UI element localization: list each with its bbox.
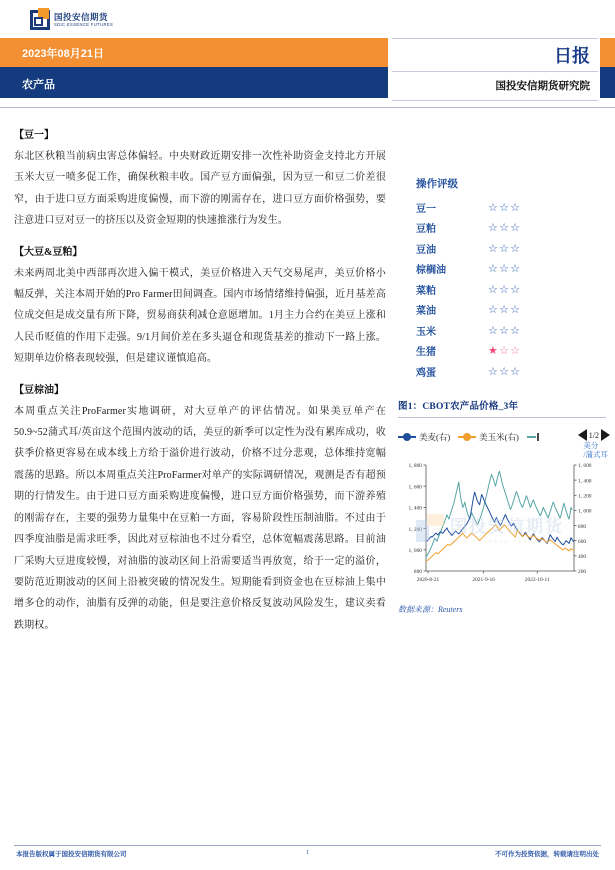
institute-name: 国投安信期货研究院 xyxy=(495,80,590,92)
svg-text:400: 400 xyxy=(578,554,587,561)
svg-text:2022-10-11: 2022-10-11 xyxy=(524,577,550,583)
rating-stars: ☆☆☆ xyxy=(488,263,522,276)
rating-stars: ☆☆☆ xyxy=(488,365,522,378)
footer-divider xyxy=(14,845,601,846)
rating-row xyxy=(416,238,608,259)
legend-item-corn[interactable] xyxy=(458,431,519,443)
rating-stars: ★☆☆ xyxy=(488,345,522,358)
rating-name: 鸡蛋 xyxy=(416,367,436,379)
rating-stars: ☆☆☆ xyxy=(488,283,522,296)
rating-name: 豆油 xyxy=(416,244,436,256)
section-paragraph: 东北区秋粮当前病虫害总体偏轻。中央财政近期安排一次性补助资金支持北方开展玉米大豆一喷多促工作，确保秋粮丰收。国产豆方面偏强，因为豆一和豆二价差很窄，由于进口豆方面采购进度偏慢，而下游的刚需存在，进口豆方面价格强势，要注意进口豆对豆一的挤压以及资金短期的快速推涨行为发生。 xyxy=(14,151,386,227)
report-type: 日报 xyxy=(554,46,590,66)
svg-text:800: 800 xyxy=(578,523,587,530)
svg-text:1, 400: 1, 400 xyxy=(408,505,422,512)
legend-swatch-icon xyxy=(398,433,416,441)
rating-name: 菜粕 xyxy=(416,285,436,297)
rating-row xyxy=(416,259,608,280)
chart-plot-area xyxy=(398,461,610,593)
svg-text:2020-8-21: 2020-8-21 xyxy=(416,577,440,583)
section-block xyxy=(14,243,386,370)
chart-unit-label: 美分 /蒲式耳 xyxy=(583,441,608,459)
chart-title-divider xyxy=(398,417,606,418)
section-block xyxy=(14,381,386,636)
rating-row xyxy=(416,300,608,321)
header-divider xyxy=(0,107,615,108)
svg-text:1, 800: 1, 800 xyxy=(408,463,422,470)
ratings-title: 操作评级 xyxy=(416,179,458,190)
rating-name: 玉米 xyxy=(416,326,436,338)
svg-text:2021-9-16: 2021-9-16 xyxy=(472,577,495,583)
watermark-text-en: SDIC ESSENCE FUTURES xyxy=(450,539,551,544)
svg-text:1, 000: 1, 000 xyxy=(408,548,422,554)
logo-mark-icon xyxy=(30,10,50,30)
section-heading: 【豆一】 xyxy=(14,130,54,141)
rating-row xyxy=(416,279,608,300)
rating-row xyxy=(416,320,608,341)
svg-text:800: 800 xyxy=(413,569,422,576)
svg-text:1, 200: 1, 200 xyxy=(578,493,592,500)
footer-disclaimer: 不可作为投资依据，转载请注明出处 xyxy=(495,851,599,858)
category-band xyxy=(0,67,388,98)
ratings-list xyxy=(398,197,608,382)
logo-bar xyxy=(0,0,615,38)
rating-row xyxy=(416,218,608,239)
legend-item-wheat[interactable] xyxy=(398,431,450,443)
report-category: 农产品 xyxy=(22,79,55,91)
rating-name: 棕榈油 xyxy=(416,265,446,277)
rating-row xyxy=(416,341,608,362)
rating-stars: ☆☆☆ xyxy=(488,304,522,317)
legend-label: 美玉米(右) xyxy=(479,432,519,442)
rating-row xyxy=(416,197,608,218)
rating-row xyxy=(416,361,608,382)
rating-stars: ☆☆☆ xyxy=(488,201,522,214)
rating-name: 豆粕 xyxy=(416,224,436,236)
ratings-panel xyxy=(398,176,608,382)
pager-next-icon[interactable] xyxy=(601,429,610,441)
legend-item-soybean-clipped[interactable] xyxy=(527,433,541,441)
section-block xyxy=(14,126,386,232)
pager-label: 1/2 xyxy=(588,430,599,440)
date-band-right-cap xyxy=(600,38,615,67)
svg-text:1, 400: 1, 400 xyxy=(578,478,592,485)
svg-text:1, 200: 1, 200 xyxy=(408,526,422,533)
rating-name: 菜油 xyxy=(416,306,436,318)
footer-page-number: 1 xyxy=(305,849,310,856)
pager-prev-icon[interactable] xyxy=(578,429,587,441)
article-body xyxy=(14,126,386,647)
legend-label: 美麦(右) xyxy=(419,432,451,442)
watermark-text-cn: 国投安信期货 xyxy=(450,517,564,536)
legend-swatch-icon xyxy=(458,433,476,441)
footer-copyright: 本报告版权属于国投安信期货有限公司 xyxy=(16,851,127,858)
svg-text:200: 200 xyxy=(578,569,587,576)
section-heading: 【豆棕油】 xyxy=(14,384,64,396)
section-heading: 【大豆&豆粕】 xyxy=(14,246,83,258)
chart-card xyxy=(398,398,610,615)
svg-text:1, 000: 1, 000 xyxy=(578,508,592,515)
chart-title: 图1：CBOT农产品价格_3年 xyxy=(398,402,519,412)
svg-text:1, 600: 1, 600 xyxy=(578,463,592,470)
rating-name: 豆一 xyxy=(416,203,436,215)
chart-source: 数据来源：Reuters xyxy=(398,605,463,614)
logo-name-cn: 国投安信期货 xyxy=(54,11,109,22)
section-paragraph: 未来两周北美中西部再次进入偏干模式，美豆价格进入天气交易尾声，美豆价格小幅反弹，关注本周开始的Pro Farmer田间调查。国内市场情绪维持偏强，近月基差高位成交但是成交量有所下降，贸易商获利减仓意愿增加。1月主力合约在美豆上涨和人民币贬值的作用下走强。9/1月间价差在多头逼仓和现货基差的推动下一路上涨。短期单边价格表现较强，但是建议谨慎追高。 xyxy=(14,267,386,365)
chart-pager[interactable] xyxy=(578,429,610,441)
svg-text:600: 600 xyxy=(578,538,587,545)
chart-legend xyxy=(398,429,610,459)
logo-name-en: SDIC ESSENCE FUTURES xyxy=(54,21,114,27)
report-date: 2023年08月21日 xyxy=(22,48,104,60)
svg-text:1, 600: 1, 600 xyxy=(408,484,422,491)
rating-stars: ☆☆☆ xyxy=(488,242,522,255)
rating-stars: ☆☆☆ xyxy=(488,222,522,235)
company-logo xyxy=(30,10,113,30)
rating-stars: ☆☆☆ xyxy=(488,324,522,337)
section-paragraph: 本周重点关注ProFarmer实地调研，对大豆单产的评估情况。如果美豆单产在50.9~52蒲式耳/英亩这个范围内波动的话，美豆的新季可以定性为没有累库成功，收获季价格更容易在成本线上方给于溢价进行波动，价格不过分悲观，总体维持宽幅震荡的思路。所以本周重点关注ProFarmer对单产的实际调研情况，观测是否有超预期的行情发生。由于进口豆方面采购进度偏慢，进口豆方面价格强势，而下游养殖的刚需存在，主要的强势力量集中在豆粕一方面，容易阶段性压制油脂。不过由于四季度油脂是需求旺季，因此对豆棕油也不过分看空，总体宽幅震荡思路。目前油厂采购大豆进度较慢，对油脂的波动区间上沿需要适当再放宽，给于一定的溢价，要防范近期波动的区间上沿被突破的情况发生。短期能看到资金也在豆棕油上集中增多仓的动作，油脂有反弹的动能，但是要注意价格反复波动风险发生，建议卖看跌期权。 xyxy=(14,405,386,631)
report-type-box xyxy=(392,38,598,100)
category-band-right-cap xyxy=(600,67,615,98)
rating-name: 生猪 xyxy=(416,347,436,359)
